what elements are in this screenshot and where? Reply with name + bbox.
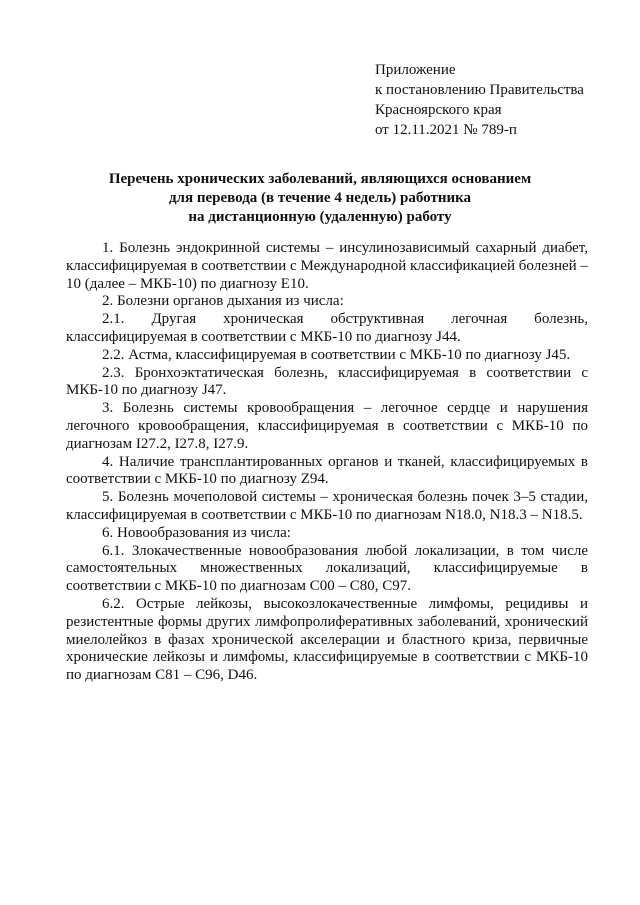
list-item: 5. Болезнь мочеполовой системы – хроническая болезнь почек 3–5 стадии, классифицируемая в соответствии с МКБ-10 по диагнозам N18.0, N18.3 – N18.5. [66, 489, 588, 523]
list-item: 6.2. Острые лейкозы, высокозлокачественные лимфомы, рецидивы и резистентные формы других лимфопролиферативных заболеваний, хронический миелолейкоз в фазах хронической акселерации и бластного криза, первичные хронические лейкозы и лимфомы, классифицируемые в соответствии с МКБ-10 по диагнозам С81 – С96, D46. [66, 595, 588, 684]
appendix-header [375, 60, 584, 140]
appendix-line: к постановлению Правительства [375, 82, 584, 98]
appendix-line: Красноярского края [375, 102, 502, 118]
appendix-line: от 12.11.2021 № 789-п [375, 122, 517, 138]
list-item: 4. Наличие трансплантированных органов и тканей, классифицируемых в соответствии с МКБ-10 по диагнозу Z94. [66, 453, 588, 488]
list-item: 3. Болезнь системы кровообращения – легочное сердце и нарушения легочного кровообращения, классифицируемая в соответствии с МКБ-10 по диагнозам I27.2, I27.8, I27.9. [66, 400, 588, 452]
list-item: 6. Новообразования из числа: [102, 524, 291, 541]
list-item: 2.1. Другая хроническая обструктивная легочная болезнь, классифицируемая в соответствии с МКБ-10 по диагнозу J44. [66, 311, 588, 345]
list-item: 2.2. Астма, классифицируемая в соответствии с МКБ-10 по диагнозу J45. [102, 346, 571, 363]
title-line: Перечень хронических заболеваний, являющихся основанием [108, 171, 532, 187]
appendix-line: Приложение [375, 62, 456, 78]
list-item: 2.3. Бронхоэктатическая болезнь, классифицируемая в соответствии с МКБ-10 по диагнозу J47. [66, 364, 588, 399]
title-line: на дистанционную (удаленную) работу [188, 209, 452, 225]
document-title [60, 170, 580, 227]
document-body [66, 240, 588, 685]
list-item: 1. Болезнь эндокринной системы – инсулинозависимый сахарный диабет, классифицируемая в соответствии с Международной классификацией болезней – 10 (далее – МКБ-10) по диагнозу Е10. [66, 240, 588, 292]
list-item: 2. Болезни органов дыхания из числа: [102, 293, 344, 310]
title-line: для перевода (в течение 4 недель) работника [168, 190, 472, 206]
list-item: 6.1. Злокачественные новообразования любой локализации, в том числе самостоятельных множественных локализаций, классифицируемые в соответствии с МКБ-10 по диагнозам С00 – С80, С97. [66, 542, 588, 595]
